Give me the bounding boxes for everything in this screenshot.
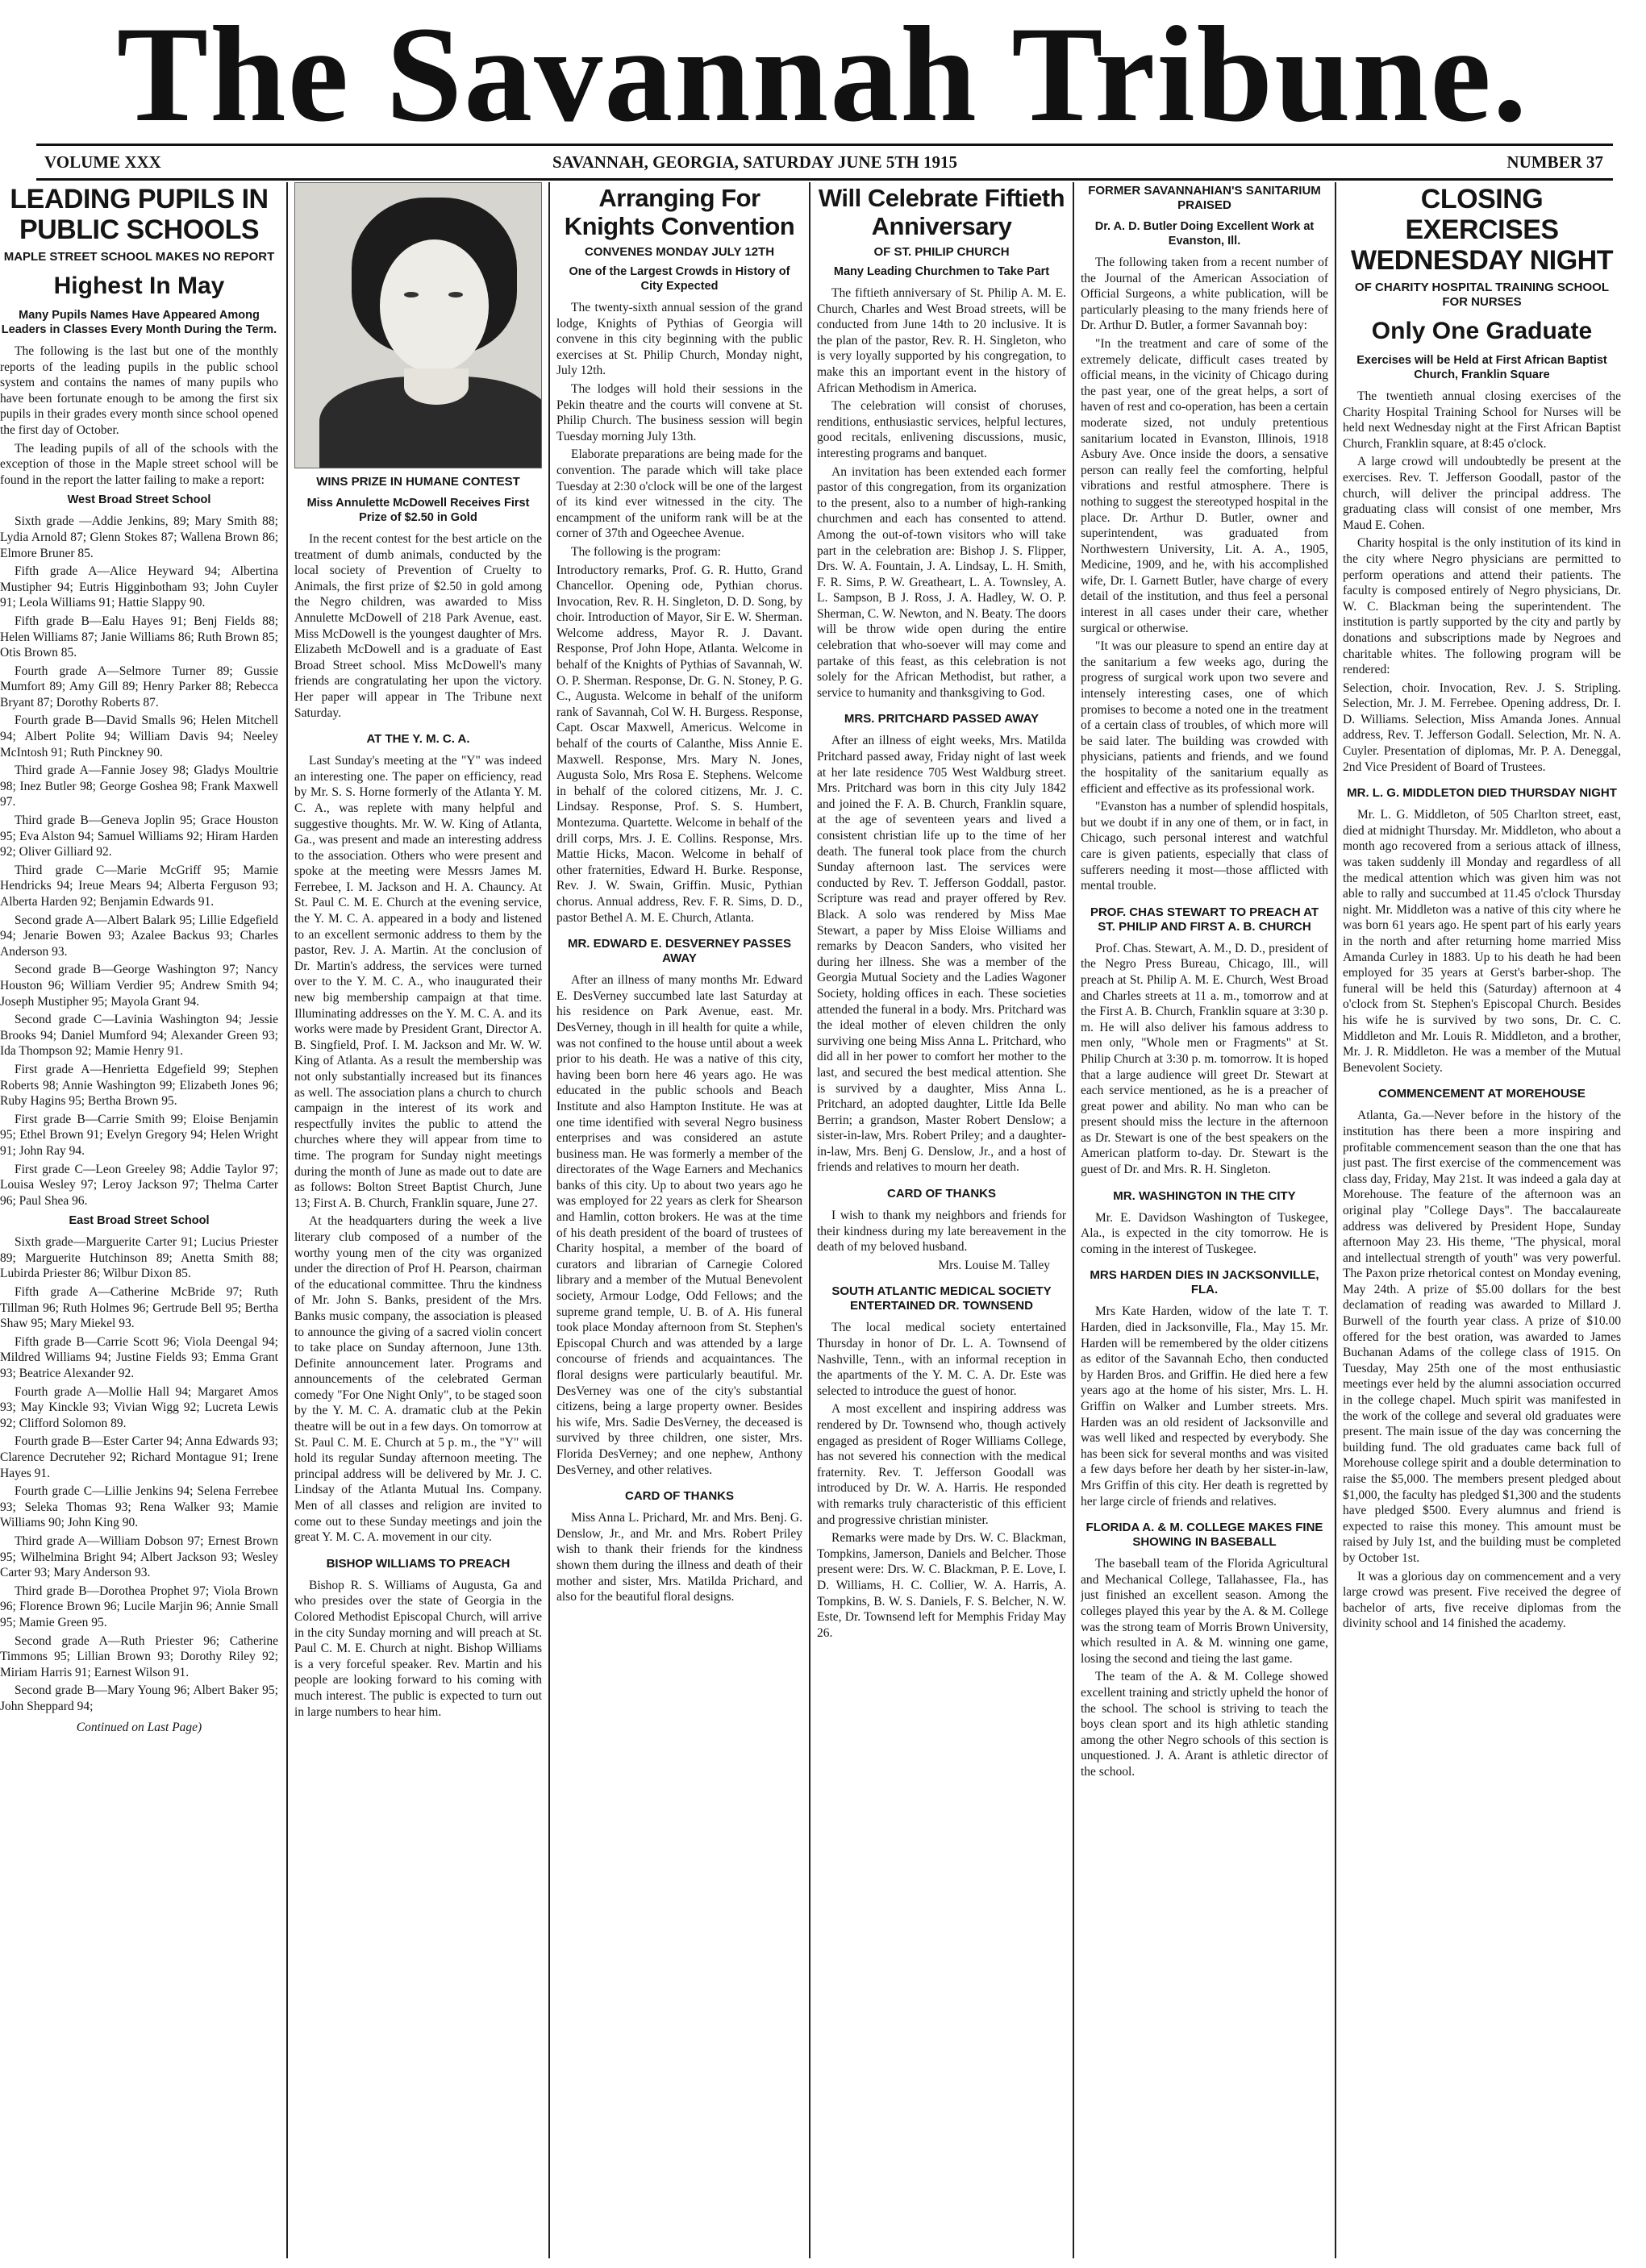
deck: Miss Annulette McDowell Receives First Prize of $2.50 in Gold [306,497,530,524]
article-paragraph: The following is the last but one of the monthly reports of the leading pupils in the public school system and contains the names of many pupils who have been fortunate enough to be among the first six pupils in their grades every month since school opened the first day of October. [0,344,278,437]
article-paragraph: Fourth grade C—Lillie Jenkins 94; Selena Ferrebee 93; Seleka Thomas 93; Rena Walker 93; Mamie Williams 90; John King 90. [0,1484,278,1530]
article-paragraph: Fifth grade A—Alice Heyward 94; Albertina Mustipher 94; Eutris Higginbotham 93; John Cuyler 91; Leola Williams 91; Hattie Slappy 90. [0,564,278,610]
masthead [16,0,1629,150]
column-1 [0,182,278,2258]
article-heading: AT THE Y. M. C. A. [366,732,470,747]
column-rule [1073,182,1074,2258]
article-paragraph: Fourth grade A—Mollie Hall 94; Margaret Amos 93; May Kinckle 93; Vivian Wigg 92; Lucreta Lewis 92; Clifford Solomon 89. [0,1384,278,1430]
article-paragraph: Third grade B—Geneva Joplin 95; Grace Houston 95; Eva Alston 94; Samuel Williams 92; Hiram Harden 92; Oliver Gilliard 92. [0,814,278,859]
article-paragraph: The twenty-sixth annual session of the grand lodge, Knights of Pythias of Georgia will convene in this city beginning with the public exercises at St. Philip Church, Monday night, July 12th. [556,301,802,378]
article-paragraph: The team of the A. & M. College showed excellent training and strictly upheld the honor of the school. The school is striving to teach the boys clean sport and its high athletic standing among the other Negro schools of this section is unquestioned. J. A. Arant is athletic director of the school. [1081,1670,1328,1779]
article-paragraph: Second grade A—Ruth Priester 96; Catherine Timmons 95; Lillian Brown 93; Dorothy Riley 92; Miriam Harris 91; Earnest Wilson 91. [0,1633,278,1679]
article-paragraph: A large crowd will undoubtedly be present at the exercises. Rev. T. Jefferson Goodall, pastor of the church, will deliver the principal address. The graduating class will consist of one member, Mrs Maud E. Cohen. [1343,455,1621,532]
signature: Mrs. Louise M. Talley [938,1258,1050,1272]
article-paragraph: Fifth grade A—Catherine McBride 97; Ruth Tillman 96; Ruth Holmes 96; Gertrude Bell 95; Bertha Shaw 95; Mary Miekel 93. [0,1285,278,1331]
article-paragraph: Prof. Chas. Stewart, A. M., D. D., president of the Negro Press Bureau, Chicago, Ill., will preach at St. Philip A. M. E. Church, West Broad and Charles streets at 11 a. m., tomorrow and at the First A. B. Church, Franklin square at 3:30 p. m. He will also deliver his famous address to men only, "Whole men or Fragments" at St. Philip Church at 3:30 p. m. tomorrow. It is hoped that a large audience will greet Dr. Stewart at each service mentioned, as he is a preacher of great power and ability. No man who can be present should miss the lecture in the afternoon as Dr. Stewart is one of the best speakers on the American platform to-day. Dr. Stewart is the guest of Dr. and Mrs. R. H. Singleton. [1081,941,1328,1177]
article-paragraph: "Evanston has a number of splendid hospitals, but we doubt if in any one of them, or in fact, in Chicago, such personal interest and watchful care is given patients, especially that class of sufferers needing it most—those afflicted with mental trouble. [1081,800,1328,893]
article-paragraph: After an illness of eight weeks, Mrs. Matilda Pritchard passed away, Friday night of last week at her late residence 705 West Waldburg street. Mrs. Pritchard was born in this city July 1842 and joined the F. A. B. Church, Franklin square, at the age of seventeen years and lived a consistent christian life up to the time of her death. The funeral took place from the church Sunday afternoon last. The services were conducted by Rev. T. Jefferson Goddall, pastor. Scripture was read and prayer offered by Rev. Black. A solo was rendered by Miss Mae Stewart, a paper by Miss Eloise Williams and remarks by Deacon Sanders, who visited her during her illness. She was a member of the Georgia Mutual Society and the Ladies Wagoner Society, holding offices in each. These societies attended the funeral in a body. Mrs. Pritchard was the ideal mother of eleven children the only surviving one being Miss Anna L. Pritchard, who did all in her power to comfort her mother to the last, and secured the best medical attention. She is survived by a daughter, Miss Anna L. Pritchard, an adopted daughter, Little Ida Belle Berrin; a grandson, Master Robert Denslow; a sister-in-law, Mrs. Robert Priley; and a daughter-in-law, Mrs. Benj G. Denslow, Jr., and a host of friends and relatives to mourn her death. [817,734,1066,1175]
article-heading: FORMER SAVANNAHIAN'S SANITARIUM PRAISED [1088,184,1321,212]
article-paragraph: Atlanta, Ga.—Never before in the history of the institution has there been a more inspiring and profitable commencement season than the one that has just past. The first exercise of the commencement was class day, Friday, May 21st. It was indeed a gala day at Morehouse. The feature of the afternoon was an original play "College Days". The baccalaureate address was delivered by President Hope, Sunday afternoon May 23. His theme, "The physical, moral and intellectual strength of youth" was very powerful. The Paxon prize rhetorical contest on Monday evening, May 24th. A prize of $5.00 dollars for the best declamation of reading was awarded to Millard J. Burwell of the fourth year class. A prize of $10.00 offered for the best oration, was awarded to James Buchanan Adams of the college class of 1915. On Tuesday, May 25th one of the most enthusiastic meetings ever held by the alumni association occurred in the college chapel. Much spirit was manifested in the work of the college and several old graduates were present. The main issue of the day was concerning the building fund. The old graduates came back full of Morehouse college spirit and a double determination to raise the $5,000. The members present pledged about $1,000, the faculty has pledged $1,300 and the students have pledged $500. Every alumnus and friend is expected to raise this money. This amount must be raised by July 1st, and the building must be completed by October 1st. [1343,1109,1621,1565]
article-paragraph: The local medical society entertained Thursday in honor of Dr. L. A. Townsend of Nashville, Tenn., with an informal reception in the apartments of the Y. M. C. A. Dr. Este was selected to introduce the guest of honor. [817,1321,1066,1398]
article-paragraph: Sixth grade —Addie Jenkins, 89; Mary Smith 88; Lydia Arnold 87; Glenn Stokes 87; Wallena Brown 86; Elmore Bruner 85. [0,514,278,560]
headline: Arranging For Knights Convention [564,184,795,240]
article-paragraph: First grade C—Leon Greeley 98; Addie Taylor 97; Louisa Wesley 97; Leroy Jackson 97; Thelma Carter 96; Paul Shea 96. [0,1162,278,1208]
article-paragraph: The baseball team of the Florida Agricultural and Mechanical College, Tallahassee, Fla., has just finished an excellent season. Among the colleges played this year by the A. & M. College was the strong team of Morris Brown University, which resulted in A. & M. winning one game, losing the second and tieing the last game. [1081,1557,1328,1666]
article-paragraph: Miss Anna L. Prichard, Mr. and Mrs. Benj. G. Denslow, Jr., and Mr. and Mrs. Robert Priley wish to thank their friends for the kindness shown them during the illness and death of their mother and sister, Mrs. Matilda Prichard, and also for the beautiful floral designs. [556,1511,802,1604]
article-paragraph: First grade A—Henrietta Edgefield 99; Stephen Roberts 98; Annie Washington 99; Elizabeth Jones 96; Ruby Hagins 95; Bertha Brown 95. [0,1062,278,1109]
article-paragraph: Second grade B—George Washington 97; Nancy Houston 96; William Verdier 95; Andrew Smith 94; Joseph Mustipher 95; Mayola Grant 94. [0,963,278,1009]
place-date: SAVANNAH, GEORGIA, SATURDAY JUNE 5TH 1915 [552,152,957,172]
headline: CLOSING EXERCISES WEDNESDAY NIGHT [1351,184,1613,276]
article-paragraph: Third grade C—Marie McGriff 95; Mamie Hendricks 94; Ireue Mears 94; Alberta Ferguson 93; Alberta Harden 92; Benjamin Edwards 91. [0,863,278,909]
article-paragraph: The following taken from a recent number of the Journal of the American Association of Official Surgeons, a white publication, will be particularly pleasing to the many friends here of Dr. Arthur D. Butler, a former Savannah boy: [1081,256,1328,333]
column-5 [1081,182,1328,2258]
column-4 [817,182,1066,2258]
article-paragraph: Second grade B—Mary Young 96; Albert Baker 95; John Sheppard 94; [0,1683,278,1713]
photo-caption-heading: WINS PRIZE IN HUMANE CONTEST [316,475,520,489]
article-paragraph: Third grade A—William Dobson 97; Ernest Brown 95; Wilhelmina Bright 94; Albert Jackson 93; Wesley Carter 93; Mary Anderson 93. [0,1534,278,1580]
bank-headline: Only One Graduate [1371,318,1593,344]
article-heading: COMMENCEMENT AT MOREHOUSE [1378,1087,1586,1101]
section-heading: West Broad Street School [67,493,211,507]
article-paragraph: Mrs Kate Harden, widow of the late T. T. Harden, died in Jacksonville, Fla., May 15. Mr. Harden will be remembered by the older citizens as editor of the Savannah Echo, then conducted by Harden Bros. and Griffin. He died here a few years ago at the home of his sister, Mrs. L. H. Griffin on Walker and Lumber streets. Mrs. Harden was an old resident of Jacksonville and was well liked and respected by everybody. She has been sick for several months and was visited a few days before her death by her sister-in-law, Mrs Griffin of this city. Her death is regretted by her large circle of friends and relatives. [1081,1305,1328,1509]
article-paragraph: Fifth grade B—Carrie Scott 96; Viola Deengal 94; Mildred Williams 94; Justine Fields 93; Emma Grant 93; Beatrice Alexander 92. [0,1334,278,1381]
continued-note: Continued on Last Page) [76,1720,202,1734]
article-paragraph: The fiftieth anniversary of St. Philip A. M. E. Church, Charles and West Broad streets, will be conducted from June 14th to 20 inclusive. It is the plan of the pastor, Rev. R. H. Singleton, who is very loyally supported by his congregation, to make this an important event in the history of African Methodism in America. [817,286,1066,395]
article-paragraph: Fourth grade A—Selmore Turner 89; Gussie Mumfort 89; Amy Gill 89; Henry Parker 88; Rebecca Bryant 87; Dorothy Roberts 87. [0,664,278,710]
article-paragraph: Second grade C—Lavinia Washington 94; Jessie Brooks 94; Daniel Mumford 94; Alexander Green 93; Ida Thompson 92; Mamie Henry 91. [0,1013,278,1059]
column-2 [294,182,542,2258]
article-paragraph: In the recent contest for the best article on the treatment of dumb animals, conducted by the local society of Prevention of Cruelty to Animals, the first prize of $2.50 in gold among the Negro children, was awarded to Miss Annulette McDowell of 218 Park Avenue, east. Miss McDowell is the youngest daughter of Mrs. Elizabeth McDowell and is a graduate of East Broad Street school. Miss McDowell's many friends are congratulating her upon the victory. Her paper will appear in The Tribune next Saturday. [294,532,542,720]
article-paragraph: The twentieth annual closing exercises of the Charity Hospital Training School for Nurses will be held next Wednesday night at the First African Baptist Church, Franklin square, at 8:45 o'clock. [1343,389,1621,451]
article-paragraph: Mr. L. G. Middleton, of 505 Charlton street, east, died at midnight Thursday. Mr. Middleton, who about a month ago recovered from a serious attack of illness, was taken suddenly ill Monday and regardless of all the medical attention which was given him was not able to rally and succumbed at 11.45 o'clock Thursday night. Mr. Middleton was a native of this city where he was born 61 years ago. He spent part of his early years in the north and after returning home married Miss Amanda Curley in 1883. Up to his death he had been employed for 35 years at Gerst's barber-shop. The funeral will be held this (Saturday) afternoon at 4 o'clock from St. Stephen's Episcopal Church. Besides his wife he is survived by two sons, Dr. C. C. Middleton and Mr. Louis R. Middleton, and a brother, Mr. J. R. Middleton. He was a member of the Mutual Benevolent Society. [1343,808,1621,1075]
article-paragraph: Mr. E. Davidson Washington of Tuskegee, Ala., is expected in the city tomorrow. He is coming in the interest of Tuskegee. [1081,1210,1328,1256]
article-paragraph: At the headquarters during the week a live literary club composed of a number of the worthy young men of the city was organized under the direction of Prof H. Pearson, chairman of the educational committee. Thru the kindness of Mr. John S. Banks, president of the Mrs. Banks music company, the association is pleased to announce the giving of a sacred violin concert to take place on Sunday afternoon, June 13th. Definite announcement later. Programs and announcements of the celebrated German comedy "For One Night Only", to be staged soon by the Y. M. C. A. dramatic club at the Pekin theatre will be out in a few days. On tomorrow at St. Paul C. M. E. Church at 5 p. m., the "Y" will hold its regular Sunday afternoon meeting. The principal address will be delivered by Mr. J. C. Lindsay of the Atlanta Mutual Ins. Company. Men of all classes and religion are invited to come out to these Sunday meetings and join the great Y. M. C. A. movement in our city. [294,1214,542,1545]
article-paragraph: Sixth grade—Marguerite Carter 91; Lucius Priester 89; Marguerite Hutchinson 89; Anetta Smith 88; Lubirda Priester 86; Wilbur Dixon 85. [0,1235,278,1281]
portrait-photo [294,182,542,468]
program-list: Selection, choir. Invocation, Rev. J. S. Stripling. Selection, Mr. J. M. Ferrebee. Opening address, Dr. I. D. Williams. Selection, Miss Amanda Jones. Annual address, Rev. T. Jefferson Godall. Selection, Mr. N. A. Cuyler. Presentation of diplomas, Mr. P. A. Deneggal, 2nd Vice President of Board of Trustees. [1343,680,1621,774]
article-paragraph: Fourth grade B—David Smalls 96; Helen Mitchell 94; Albert Polite 94; William Davis 94; Neeley McIntosh 91; Ruth Pinckney 90. [0,714,278,759]
column-rule [548,182,550,2258]
article-heading: MR. EDWARD E. DESVERNEY PASSES AWAY [567,937,791,966]
article-paragraph: "It was our pleasure to spend an entire day at the sanitarium a few weeks ago, during the progress of surgical work upon two severe and intensely interesting cases, one of which promises to become a noted one in the treatment of a certain class of troubles, of which more will be said later. The building was crowded with physicians, patients and friends, and we found the hospitality of the sanitarium equally as efficient and effective as its professional work. [1081,639,1328,796]
article-paragraph: The celebration will consist of choruses, renditions, enthusiastic services, helpful lectures, good recitals, enlivening discussions, music, interesting programs and banquet. [817,399,1066,460]
issue-number: NUMBER 37 [1506,152,1603,172]
article-heading: CARD OF THANKS [625,1489,734,1504]
article-paragraph: Elaborate preparations are being made for the convention. The parade which will take place Tuesday at 2:30 o'clock will be one of the largest of its kind ever witnessed in the city. The encampment of the uniform rank will be at the corner of 37th and Ogeechee Avenue. [556,447,802,541]
article-paragraph: Second grade A—Albert Balark 95; Lillie Edgefield 94; Jenarie Bowen 93; Azalee Backus 93; Charles Anderson 93. [0,913,278,959]
subheadline: MAPLE STREET SCHOOL MAKES NO REPORT [3,250,275,264]
program-list: Introductory remarks, Prof. G. R. Hutto, Grand Chancellor. Opening ode, Pythian chorus. Invocation, Rev. R. H. Singleton, D. D. Song, by choir. Introduction of Mayor, Sir E. W. Sherman. Welcome address, Mayor R. J. Davant. Response, Prof John Hope, Atlanta. Welcome in behalf of the Knights of Pythias of Savannah, W. O. P. Sherman. Response, Dr. G. N. Stoney, P. G. C., Augusta. Welcome in behalf of the uniform rank of Savannah, Col W. H. Burgess. Response, Capt. Oscar Maxwell, Americus. Welcome in behalf of the courts of Calanthe, Miss Annie E. Maxwell. Response, Mrs. Mary N. Jones, Augusta Solo, Mrs Rosa E. Stephens. Welcome in behalf of the colored citizens, Mr. J. C. Lindsay. Response, Prof. S. S. Humbert, Montezuma. Quartette. Welcome in behalf of the drill corps, Mrs. J. E. Collins. Response, Mrs. Mattie Hicks, Macon. Welcome in behalf of other fraternities, Edward H. Burke. Response, Rev. J. W. Swain, Griffin. Music, Pythian chorus. Annual address, Rev. F. R. Sims, D. D., pastor Bethel A. M. E. Church, Atlanta. [556,563,802,925]
article-paragraph: Third grade B—Dorothea Prophet 97; Viola Brown 96; Florence Brown 96; Lucile Marjin 96; Annie Small 95; Mamie Green 95. [0,1583,278,1629]
section-heading: East Broad Street School [69,1214,210,1228]
deck: Many Pupils Names Have Appeared Among Leaders in Classes Every Month During the Term. [1,309,277,336]
headline: LEADING PUPILS IN PUBLIC SCHOOLS [10,184,269,245]
column-3 [556,182,802,2258]
article-heading: CARD OF THANKS [887,1187,996,1201]
dateline-bar [36,144,1613,181]
subheadline: CONVENES MONDAY JULY 12TH [584,245,775,259]
article-paragraph: It was a glorious day on commencement and a very large crowd was present. Five received the degree of bachelor of arts, five receive diplomas from the divinity school and 14 finished the academy. [1343,1569,1621,1631]
article-heading: FLORIDA A. & M. COLLEGE MAKES FINE SHOWING IN BASEBALL [1086,1521,1323,1550]
article-paragraph: Fifth grade B—Ealu Hayes 91; Benj Fields 88; Helen Williams 87; Janie Williams 86; Ruth Brown 85; Otis Brown 85. [0,614,278,660]
article-paragraph: The lodges will hold their sessions in the Pekin theatre and the courts will convene at St. Philip Church. The business session will begin Tuesday morning July 13th. [556,381,802,443]
article-paragraph: An invitation has been extended each former pastor of this congregation, from its organization to the present, also to a number of high-ranking churchmen and each has consented to attend. Among the out-of-town visitors who will take part in the celebration are: Bishop J. S. Flipper, Drs. W. A. Fountain, J. A. Lindsay, L. H. Smith, F. R. Sims, P. W. Greatheart, L. A. Townsley, A. L. Sampson, B J. Ross, J. A. Hadley, W. O. P. Sherman, C. W. Newton, and N. Beaty. The doors will be throw wide open during the entire celebration that who-soever will may come and partake of this feast, as this celebration is not solely for the African Methodist, but rather, a service to humanity and thanksgiving to God. [817,464,1066,700]
article-paragraph: A most excellent and inspiring address was rendered by Dr. Townsend who, though actively engaged as president of Roger Williams College, has not severed his connection with the medical fraternity. Rev. T. Jefferson Goodall was introduced by Dr. W. A. Harris. He responded with remarks truly characteristic of this efficient and progressive christian minister. [817,1402,1066,1527]
article-paragraph: Third grade A—Fannie Josey 98; Gladys Moultrie 98; Inez Butler 98; George Goshea 98; Frank Maxwell 97. [0,764,278,809]
article-heading: MRS HARDEN DIES IN JACKSONVILLE, FLA. [1090,1268,1319,1297]
deck: One of the Largest Crowds in History of City Expected [569,265,790,293]
article-paragraph: Charity hospital is the only institution of its kind in the city where Negro physicians are permitted to perform operations and attend their patients. The faculty is composed entirely of Negro physicians, Dr. W. C. Blackman being the superintendent. The institution is partly supported by the city and partly by donations and subscriptions made by Negroes and charitable whites. The following program will be rendered: [1343,536,1621,677]
subheadline: OF CHARITY HOSPITAL TRAINING SCHOOL FOR NURSES [1354,281,1609,309]
column-rule [1335,182,1336,2258]
article-paragraph: "In the treatment and care of some of the extremely delicate, difficult cases treated by official means, in the vicinity of Chicago during the past year, one of the great helps, a sort of haven of rest and co-operation, has been a certain moderate sized, not unduly pretentious sanitarium located in Evanston, Illinois, 1918 Asbury Ave. Once inside the doors, a sensative person can really feel the comforting, helpful vibrations and restful atmosphere. There is nothing to suggest the stereotyped hospital in the place. Dr. Arthur D. Butler, owner and superintendent, was graduated from Northwestern University, Lit. A. A., 1905, Medicine, 1909, and he, with his accomplished wife, Dr. I. Garnett Butler, have charge of every detail of the institution, and thus feel a personal interest in all cases under their care, whether surgical or otherwise. [1081,336,1328,635]
newspaper-title: The Savannah Tribune. [116,0,1529,150]
column-rule [286,182,288,2258]
subheadline: OF ST. PHILIP CHURCH [873,245,1010,259]
article-paragraph: Fourth grade B—Ester Carter 94; Anna Edwards 93; Clarence Decruteher 92; Richard Montague 91; Irene Hayes 91. [0,1434,278,1480]
deck: Exercises will be Held at First African Baptist Church, Franklin Square [1356,354,1607,381]
article-heading: MR. L. G. MIDDLETON DIED THURSDAY NIGHT [1347,786,1617,801]
article-heading: MRS. PRITCHARD PASSED AWAY [844,712,1040,726]
headline: Will Celebrate Fiftieth Anniversary [818,184,1065,240]
article-heading: PROF. CHAS STEWART TO PREACH AT ST. PHILIP AND FIRST A. B. CHURCH [1090,905,1319,934]
article-paragraph: First grade B—Carrie Smith 99; Eloise Benjamin 95; Ethel Brown 91; Evelyn Gregory 94; Helen Wright 91; John Ray 94. [0,1112,278,1158]
column-6 [1343,182,1621,2258]
article-paragraph: I wish to thank my neighbors and friends for their kindness during my late bereavement in the death of my beloved husband. [817,1209,1066,1255]
bank-headline: Highest In May [53,273,225,299]
deck: Many Leading Churchmen to Take Part [833,265,1050,278]
article-paragraph: After an illness of many months Mr. Edward E. DesVerney succumbed late last Saturday at his residence on Park Avenue, east. Mr. DesVerney, though in ill health for quite a while, was not confined to the house until about a week prior to his death. He was a native of this city, having been born here 46 years ago. He was educated in the public schools and Beach Institute and also Hampton Institute. He was at one time identified with several Negro business enterprises and was considered an astute business man. He was formerly a member of the directorates of the Wage Earners and Mechanics banks of this city. Up to about two years ago he was employed for 22 years as clerk for Shearson and Hamlin, cotton brokers. He was at the time of his death president of the board of trustees of Charity hospital, a member of the board of curators and librarian of Carnegie Colored library and a member of the Mutual Benevolent society, Armour Lodge, Odd Fellows; and the supreme grand temple, U. B. of A. His funeral took place Monday afternoon from St. Stephen's Episcopal Church and was attended by a large concourse of friends and acquaintances. The floral designs were particularly beautiful. Mr. DesVerney was one of the city's substantial citizens, being a large property owner. Besides his wife, Mrs. Sadie DesVerney, the deceased is survived by three children, one sister, Mrs. Florida DesVerney; and one nephew, Anthony DesVerney, and other relatives. [556,973,802,1477]
article-heading: SOUTH ATLANTIC MEDICAL SOCIETY ENTERTAINED DR. TOWNSEND [831,1284,1052,1313]
article-paragraph: Last Sunday's meeting at the "Y" was indeed an interesting one. The paper on efficiency, read by Mr. S. S. Horne formerly of the Atlanta Y. M. C. A., was replete with many helpful and suggestive thoughts. Mr. W. W. King of Atlanta, Ga., was present and made an interesting address to the association. Others who were present and spoke at the meeting were Messrs James M. Ferrebee, I. M. Jackson and H. A. Chauncy. At St. Paul C. M. E. Church at the evening service, the Y. M. C. A. appeared in a body and listened to an excellent sermonic address to them by the pastor, Rev. J. A. Martin. At the conclusion of Dr. Martin's address, the services were turned over to the Y. M. C. A., who inaugurated their new big membership campaign at that time. Illuminating addresses on the Y. M. C. A. and its works were made by President Grant, Director A. B. Singfield, Prof. I. M. Jackson and Mr. W. W. King of Atlanta. As a result the membership was not only substantially increased but its finances as well. The association plans a church to church campaign in the interest of its work and respectfully invites the public to attend the churches where they will appear from time to time. The program for Sunday night meetings during the month of June as made out to date are as follows: Bolton Street Baptist Church, June 13; First A. B. Church, Franklin square, June 27. [294,754,542,1210]
article-paragraph: Bishop R. S. Williams of Augusta, Ga and who presides over the state of Georgia in the Colored Methodist Episcopal Church, will arrive in the city Sunday morning and will preach at St. Paul C. M. E. Church at night. Bishop Williams is a very forceful speaker. Rev. Martin and his people are looking forward to his coming with much interest. The public is expected to turn out in large numbers to hear him. [294,1578,542,1719]
article-paragraph: The leading pupils of all of the schools with the exception of those in the Maple street school will be found in the report the latter failing to make a report: [0,441,278,487]
deck: Dr. A. D. Butler Doing Excellent Work at Evanston, Ill. [1094,220,1315,248]
article-paragraph: Remarks were made by Drs. W. C. Blackman, Tompkins, Jamerson, Daniels and Belcher. Those present were: Drs. W. C. Blackman, P. E. Love, I. D. Williams, H. C. Collier, W. A. Harris, A. Tompkins, B. W. S. Daniels, F. S. Belcher, N. W. Este, Dr. Townsend left for Memphis Friday May 26. [817,1531,1066,1640]
article-heading: MR. WASHINGTON IN THE CITY [1113,1188,1296,1203]
article-heading: BISHOP WILLIAMS TO PREACH [326,1556,510,1571]
column-rule [809,182,810,2258]
volume-label: VOLUME XXX [44,152,161,172]
article-paragraph: The following is the program: [571,544,721,559]
